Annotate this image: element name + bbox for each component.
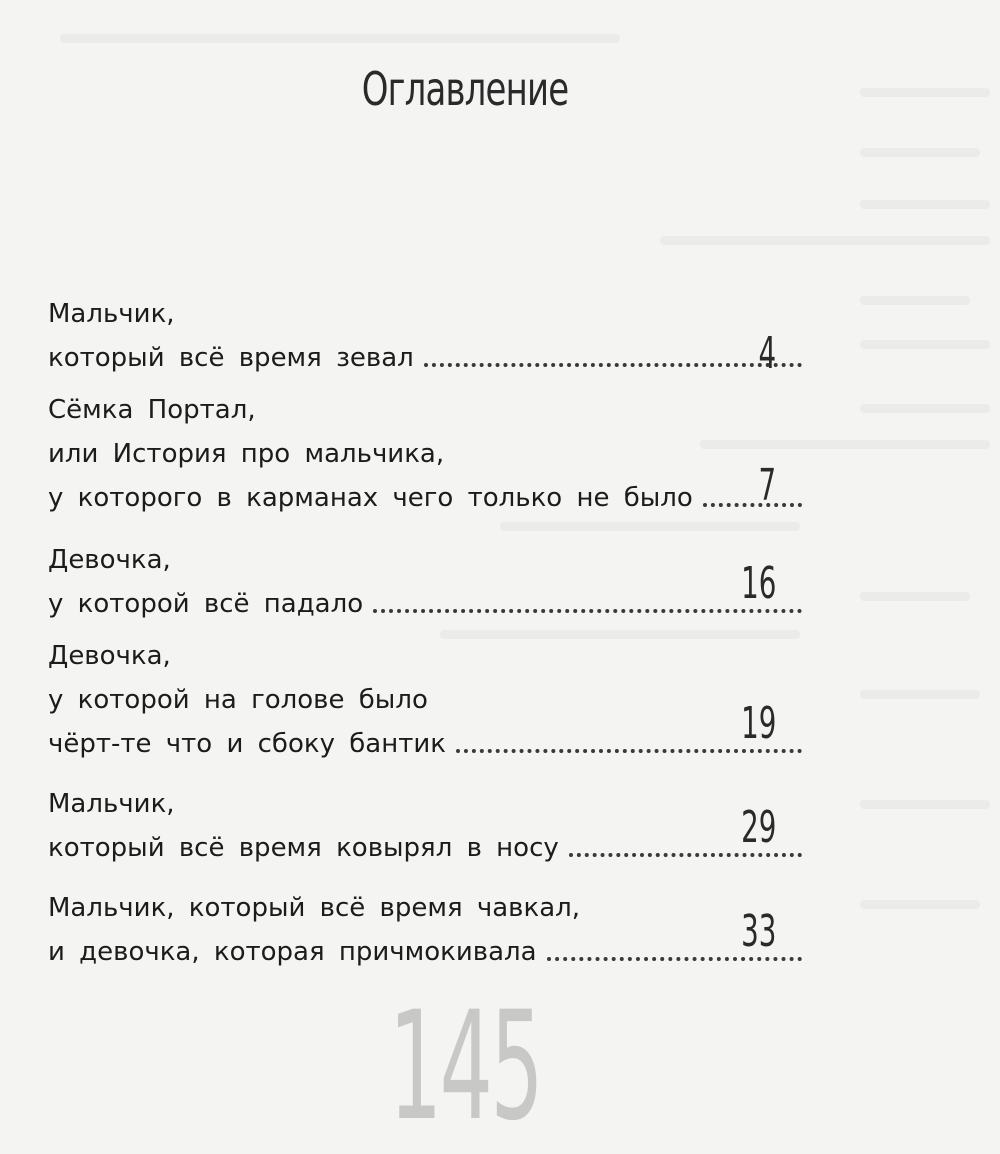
- toc-entry[interactable]: [48, 538, 888, 626]
- toc-entry-title-text: чёрт-те что и сбоку бантик: [48, 729, 446, 759]
- toc-entry-title-line: или История про мальчика,: [48, 439, 445, 469]
- toc-entry-title-line: Мальчик, который всё время чавкал,: [48, 893, 581, 923]
- toc-entry[interactable]: [48, 782, 888, 870]
- toc-entry-title-line: Мальчик,: [48, 789, 175, 819]
- toc-entry-title-text: у которого в карманах чего только не было: [48, 483, 693, 513]
- toc-entry-title-text: который всё время ковырял в носу: [48, 833, 559, 863]
- toc-page-number: 7: [758, 460, 776, 511]
- toc-page-number: 29: [740, 802, 776, 853]
- toc-entry-title-text: который всё время зевал: [48, 343, 414, 373]
- toc-entry-title-line: Девочка,: [48, 545, 171, 575]
- dot-leader: [456, 749, 802, 753]
- toc-page-number: 16: [740, 558, 776, 609]
- toc-entry-title-line: Сёмка Портал,: [48, 395, 256, 425]
- toc-entry-title-text: у которой всё падало: [48, 589, 364, 619]
- toc-entry[interactable]: [48, 388, 888, 520]
- toc-entry[interactable]: [48, 886, 888, 974]
- dot-leader: [547, 957, 802, 961]
- dot-leader: [703, 503, 802, 507]
- toc-entry-title-line: у которой на голове было: [48, 685, 428, 715]
- folio-page-number: 145: [388, 980, 542, 1154]
- toc-entry-title-line: Мальчик,: [48, 299, 175, 329]
- toc-page-number: 33: [740, 906, 776, 957]
- toc-page-number: 19: [740, 698, 776, 749]
- toc-entry-title-text: и девочка, которая причмокивала: [48, 937, 537, 967]
- dot-leader: [569, 853, 802, 857]
- dot-leader: [424, 363, 802, 367]
- toc-entry-title-line: Девочка,: [48, 641, 171, 671]
- page-title: Оглавление: [361, 62, 569, 116]
- toc-page-number: 4: [758, 328, 776, 379]
- dot-leader: [373, 609, 802, 613]
- toc-entry[interactable]: [48, 292, 888, 380]
- toc-entry[interactable]: [48, 634, 888, 766]
